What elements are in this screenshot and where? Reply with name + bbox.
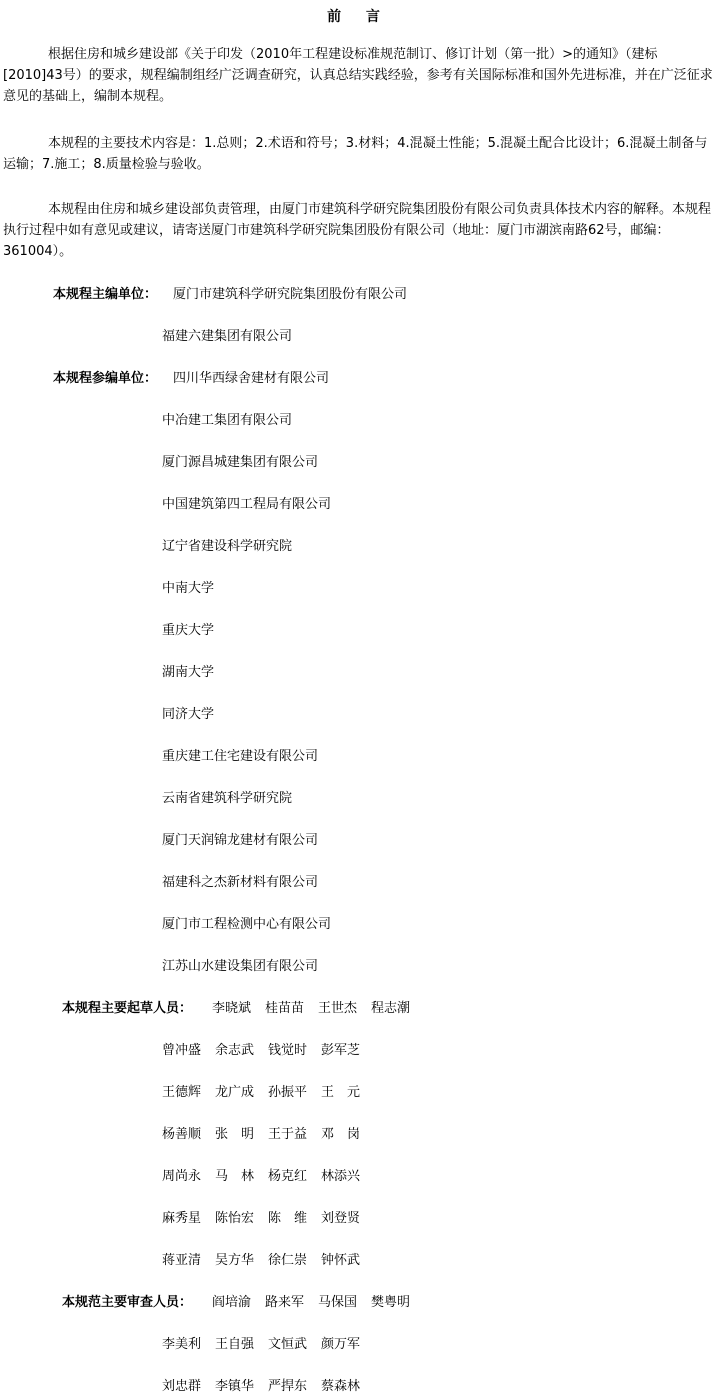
person-name: 王 元 <box>321 1085 361 1100</box>
drafters-label: 本规程主要起草人员： <box>62 1001 193 1016</box>
person-name: 杨克红 <box>268 1169 308 1184</box>
participating-unit-item: 中国建筑第四工程局有限公司 <box>162 497 332 512</box>
person-name: 王于益 <box>268 1127 308 1142</box>
person-name: 文恒武 <box>268 1337 308 1352</box>
person-name: 王世杰 <box>318 1001 358 1016</box>
person-name: 樊粤明 <box>371 1295 411 1310</box>
person-name: 李镇华 <box>215 1379 255 1394</box>
chief-unit-item: 福建六建集团有限公司 <box>162 329 293 344</box>
drafters-row <box>162 1041 374 1061</box>
person-name: 颜万军 <box>321 1337 361 1352</box>
person-name: 张 明 <box>215 1127 255 1142</box>
participating-unit-item: 湖南大学 <box>162 665 215 680</box>
person-name: 邓 岗 <box>321 1127 361 1142</box>
chief-unit-item: 厦门市建筑科学研究院集团股份有限公司 <box>173 287 408 302</box>
person-name: 钟怀武 <box>321 1253 361 1268</box>
participating-unit-item: 中南大学 <box>162 581 215 596</box>
reviewers-row <box>212 1293 424 1313</box>
intro-paragraph-1: 根据住房和城乡建设部《关于印发（2010年工程建设标准规范制订、修订计划（第一批）>的通知》（建标[2010]43号）的要求，规程编制组经广泛调查研究，认真总结实践经验，参考有关国际标准和国外先进标准，并在广泛征求意见的基础上，编制本规程。 <box>3 47 713 104</box>
person-name: 刘忠群 <box>162 1379 202 1394</box>
person-name: 桂苗苗 <box>265 1001 305 1016</box>
person-name: 路来军 <box>265 1295 305 1310</box>
intro-paragraph-2: 本规程的主要技术内容是：1.总则；2.术语和符号；3.材料；4.混凝土性能；5.混凝土配合比设计；6.混凝土制备与运输；7.施工；8.质量检验与验收。 <box>3 136 708 172</box>
participating-unit-item: 福建科之杰新材料有限公司 <box>162 875 319 890</box>
person-name: 徐仁崇 <box>268 1253 308 1268</box>
participating-unit-item: 中冶建工集团有限公司 <box>162 413 293 428</box>
participating-unit-item: 云南省建筑科学研究院 <box>162 791 293 806</box>
person-name: 王德辉 <box>162 1085 202 1100</box>
person-name: 陈怡宏 <box>215 1211 255 1226</box>
person-name: 李美利 <box>162 1337 202 1352</box>
person-name: 孙振平 <box>268 1085 308 1100</box>
person-name: 林添兴 <box>321 1169 361 1184</box>
person-name: 李晓斌 <box>212 1001 252 1016</box>
person-name: 吴方华 <box>215 1253 255 1268</box>
person-name: 阎培渝 <box>212 1295 252 1310</box>
participating-unit-item: 重庆建工住宅建设有限公司 <box>162 749 319 764</box>
reviewers-row <box>162 1335 374 1355</box>
participating-unit-item: 厦门市工程检测中心有限公司 <box>162 917 332 932</box>
person-name: 蔡森林 <box>321 1379 361 1394</box>
person-name: 陈 维 <box>268 1211 308 1226</box>
person-name: 马保国 <box>318 1295 358 1310</box>
person-name: 刘登贤 <box>321 1211 361 1226</box>
person-name: 王自强 <box>215 1337 255 1352</box>
participating-unit-item: 重庆大学 <box>162 623 215 638</box>
intro-paragraph-3: 本规程由住房和城乡建设部负责管理，由厦门市建筑科学研究院集团股份有限公司负责具体技术内容的解释。本规程执行过程中如有意见或建议，请寄送厦门市建筑科学研究院集团股份有限公司（地址：厦门市湖滨南路62号，邮编：361004）。 <box>3 202 712 259</box>
drafters-row <box>162 1167 374 1187</box>
drafters-row <box>162 1209 374 1229</box>
person-name: 钱觉时 <box>268 1043 308 1058</box>
drafters-row <box>162 1125 374 1145</box>
person-name: 麻秀星 <box>162 1211 202 1226</box>
person-name: 周尚永 <box>162 1169 202 1184</box>
participating-unit-item: 同济大学 <box>162 707 215 722</box>
person-name: 彭军芝 <box>321 1043 361 1058</box>
person-name: 杨善顺 <box>162 1127 202 1142</box>
person-name: 余志武 <box>215 1043 255 1058</box>
participating-units-label: 本规程参编单位： <box>53 371 158 386</box>
reviewers-label: 本规范主要审查人员： <box>62 1295 193 1310</box>
person-name: 马 林 <box>215 1169 255 1184</box>
drafters-row <box>162 1251 374 1271</box>
person-name: 曾冲盛 <box>162 1043 202 1058</box>
participating-unit-item: 厦门天润锦龙建材有限公司 <box>162 833 319 848</box>
drafters-row <box>162 1083 374 1103</box>
participating-unit-item: 四川华西绿舍建材有限公司 <box>173 371 330 386</box>
person-name: 严捍东 <box>268 1379 308 1394</box>
chief-units-label: 本规程主编单位： <box>53 287 158 302</box>
participating-unit-item: 江苏山水建设集团有限公司 <box>162 959 319 974</box>
drafters-row <box>212 999 424 1019</box>
participating-unit-item: 厦门源昌城建集团有限公司 <box>162 455 319 470</box>
person-name: 龙广成 <box>215 1085 255 1100</box>
person-name: 程志潮 <box>371 1001 411 1016</box>
page-title: 前 言 <box>327 9 390 25</box>
reviewers-row <box>162 1377 374 1397</box>
person-name: 蒋亚清 <box>162 1253 202 1268</box>
participating-unit-item: 辽宁省建设科学研究院 <box>162 539 293 554</box>
